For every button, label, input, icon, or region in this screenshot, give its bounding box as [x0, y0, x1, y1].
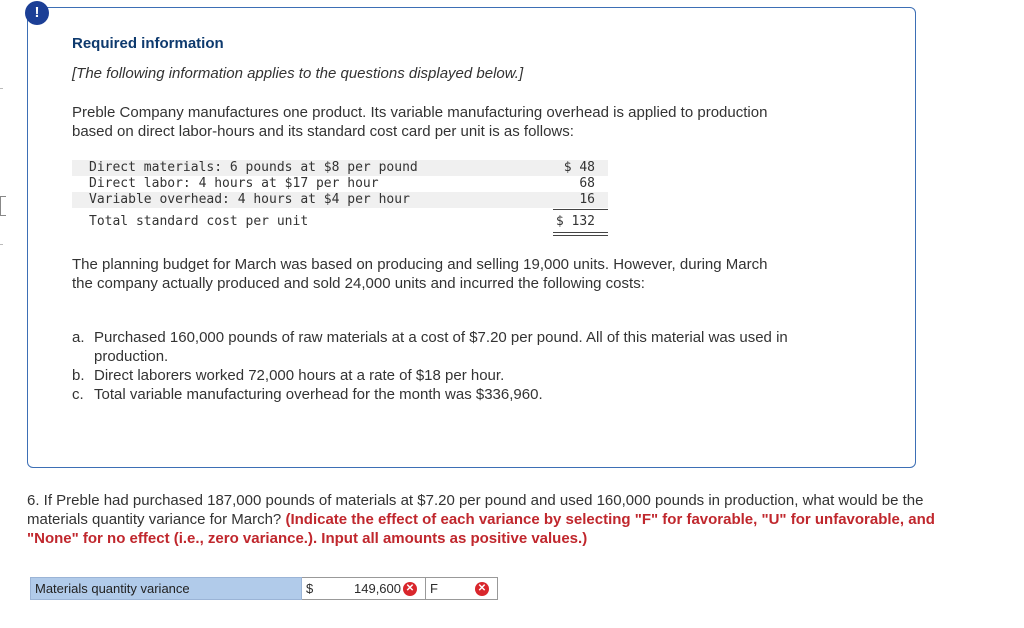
cost-row — [72, 192, 608, 208]
subtotal-rule — [553, 209, 608, 210]
total-double-rule — [553, 232, 608, 236]
cost-row — [72, 176, 608, 192]
variance-effect-select[interactable]: F — [430, 581, 438, 596]
left-edge-bracket — [0, 196, 6, 216]
intro-paragraph — [72, 103, 872, 141]
left-edge-tick — [0, 244, 3, 245]
cost-label: Variable overhead: 4 hours at $4 per hour — [89, 192, 410, 207]
cost-total-row — [72, 214, 608, 230]
answer-cell — [302, 577, 498, 600]
list-marker: b. — [72, 367, 85, 384]
required-information-subtitle: [The following information applies to the questions displayed below.] — [72, 65, 524, 82]
cell-divider — [425, 578, 426, 599]
materials-quantity-variance-label: Materials quantity variance — [30, 577, 302, 600]
cost-label: Direct labor: 4 hours at $17 per hour — [89, 176, 379, 191]
variance-amount-input[interactable]: 149,600 — [354, 581, 401, 596]
incorrect-mark-icon: ✕ — [403, 582, 417, 596]
incorrect-mark-icon: ✕ — [475, 582, 489, 596]
planning-paragraph — [72, 255, 872, 293]
list-marker: a. — [72, 329, 85, 346]
intro-line: based on direct labor-hours and its standard cost card per unit is as follows: — [72, 123, 574, 140]
left-edge-tick — [0, 88, 3, 89]
currency-symbol: $ — [306, 581, 314, 596]
cost-amount: $ 132 — [555, 214, 595, 229]
intro-line: Preble Company manufactures one product. Its variable manufacturing overhead is applied to production — [72, 104, 768, 121]
question-text: 6. If Preble had purchased 187,000 pounds of materials at $7.20 per pound and used 160,000 pounds in production, what would be the materials quantity variance for March? — [27, 492, 924, 528]
required-information-title: Required information — [72, 35, 224, 52]
cost-row — [72, 160, 608, 176]
cost-amount: 68 — [579, 176, 595, 191]
cost-amount: 16 — [579, 192, 595, 207]
list-item-text: Total variable manufacturing overhead for the month was $336,960. — [94, 386, 543, 403]
cost-amount: $ 48 — [563, 160, 595, 175]
cost-label: Direct materials: 6 pounds at $8 per pound — [89, 160, 418, 175]
planning-line: The planning budget for March was based on producing and selling 19,000 units. However, during March — [72, 256, 768, 273]
list-item-text: Purchased 160,000 pounds of raw materials at a cost of $7.20 per pound. All of this material was used in — [94, 329, 788, 346]
cost-label: Total standard cost per unit — [89, 214, 309, 229]
list-item-text: production. — [94, 348, 169, 365]
question-instruction: (Indicate the effect of each variance by selecting "F" for favorable, "U" for unfavorable, and "None" for no effect (i.e., zero variance.). Input all amounts as positive values.) — [27, 511, 935, 547]
list-item-text: Direct laborers worked 72,000 hours at a rate of $18 per hour. — [94, 367, 505, 384]
question-6 — [27, 491, 967, 548]
planning-line: the company actually produced and sold 24,000 units and incurred the following costs: — [72, 275, 645, 292]
list-item — [72, 366, 894, 385]
list-marker: c. — [72, 386, 84, 403]
alert-icon: ! — [25, 1, 49, 25]
list-item — [72, 328, 894, 366]
list-item — [72, 385, 894, 404]
actual-costs-list — [72, 328, 894, 404]
